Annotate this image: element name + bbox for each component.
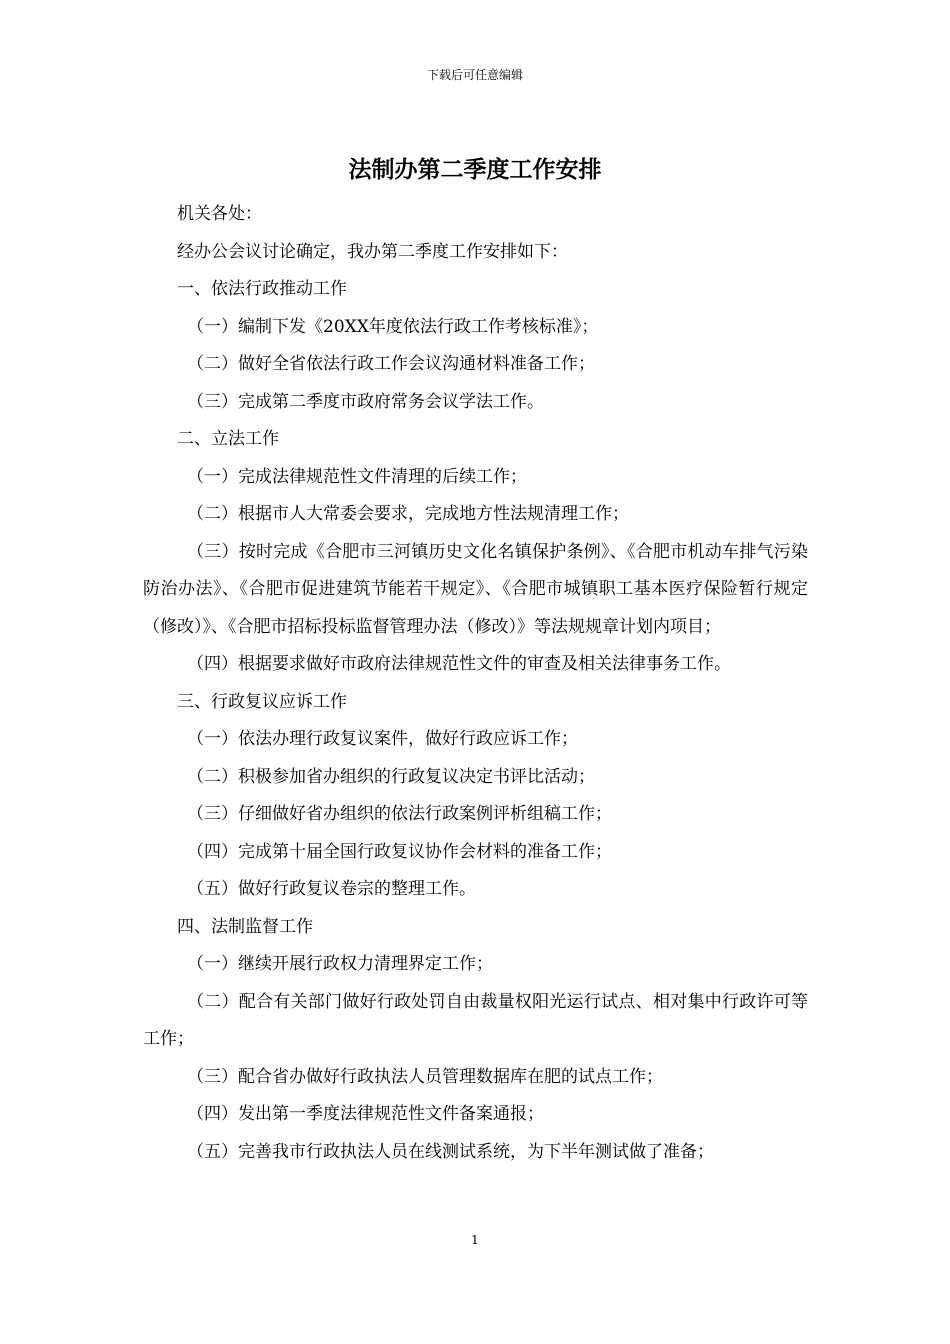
section-heading: 四、法制监督工作 xyxy=(177,916,313,937)
page-number: 1 xyxy=(471,1233,479,1247)
list-item: （一）继续开展行政权力清理界定工作； xyxy=(187,954,493,974)
paragraph: 经办公会议讨论确定，我办第二季度工作安排如下： xyxy=(177,241,568,262)
list-item: （三）配合省办做好行政执法人员管理数据库在肥的试点工作； xyxy=(187,1066,663,1087)
section-heading: 二、立法工作 xyxy=(177,429,279,449)
document-title: 法制办第二季度工作安排 xyxy=(348,156,602,183)
list-item: （一）编制下发《20XX年度依法行政工作考核标准》； xyxy=(187,316,599,337)
list-item: （一）依法办理行政复议案件，做好行政应诉工作； xyxy=(187,729,578,749)
list-item: （五）完善我市行政执法人员在线测试系统，为下半年测试做了准备； xyxy=(187,1141,714,1162)
list-item: （二）积极参加省办组织的行政复议决定书评比活动； xyxy=(187,766,595,787)
list-item: （四）完成第十届全国行政复议协作会材料的准备工作； xyxy=(187,841,612,862)
list-item: （二）做好全省依法行政工作会议沟通材料准备工作； xyxy=(187,354,595,374)
list-item: （三）仔细做好省办组织的依法行政案例评析组稿工作； xyxy=(187,804,612,824)
paragraph: 机关各处： xyxy=(177,204,262,224)
list-item: （四）发出第一季度法律规范性文件备案通报； xyxy=(187,1104,544,1124)
section-heading: 一、依法行政推动工作 xyxy=(177,279,347,299)
section-heading: 三、行政复议应诉工作 xyxy=(177,691,347,712)
list-item: （一）完成法律规范性文件清理的后续工作； xyxy=(187,466,527,487)
list-item: （三）完成第二季度市政府常务会议学法工作。 xyxy=(187,391,544,412)
list-item: （四）根据要求做好市政府法律规范性文件的审查及相关法律事务工作。 xyxy=(187,654,731,674)
list-item: （二）根据市人大常委会要求，完成地方性法规清理工作； xyxy=(187,504,629,524)
list-item: （五）做好行政复议卷宗的整理工作。 xyxy=(187,879,476,899)
document-body xyxy=(143,196,808,1171)
page-header: 下载后可任意编辑 xyxy=(426,68,523,82)
list-item: （三）按时完成《合肥市三河镇历史文化名镇保护条例》、《合肥市机动车排气污染防治办法》、《合肥市促进建筑节能若干规定》、《合肥市城镇职工基本医疗保险暂行规定（修改）》、《合肥市招标投标监督管理办法（修改）》等法规规章计划内项目； xyxy=(143,541,808,637)
list-item: （二）配合有关部门做好行政处罚自由裁量权阳光运行试点、相对集中行政许可等工作； xyxy=(143,991,808,1049)
